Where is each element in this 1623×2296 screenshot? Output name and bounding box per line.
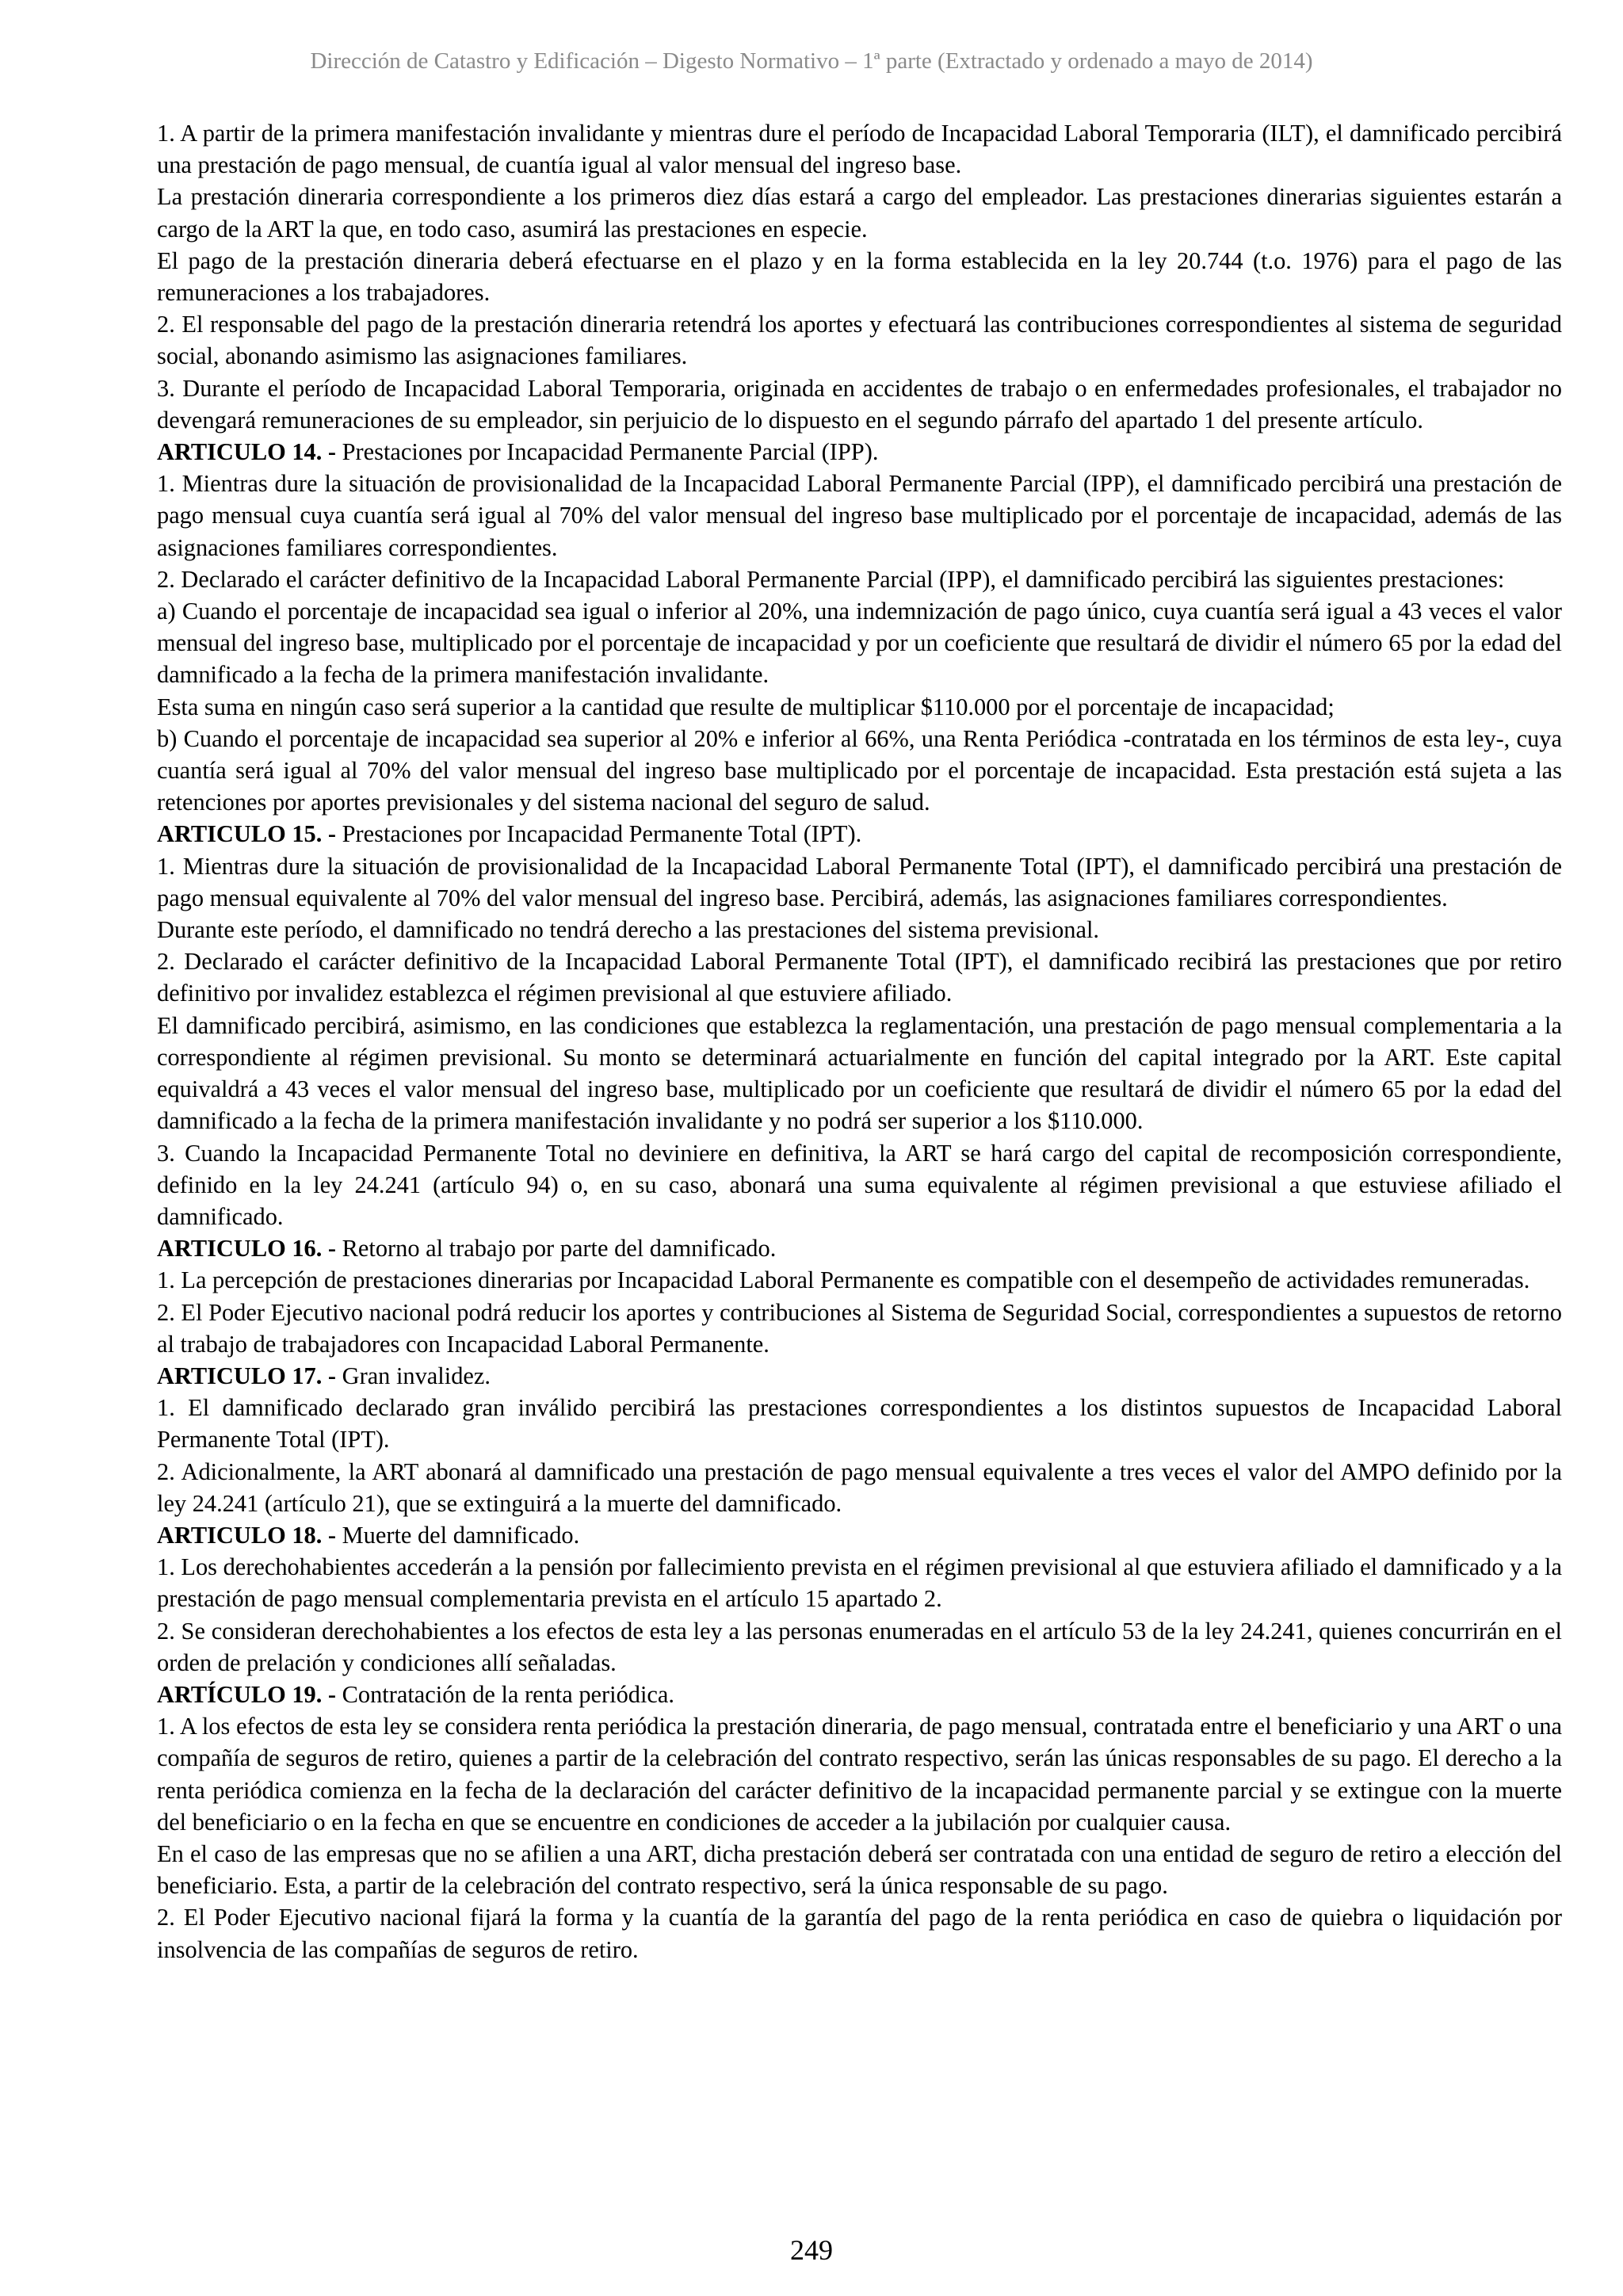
paragraph: 2. El responsable del pago de la prestación dineraria retendrá los aportes y efectuará las contribuciones correspondientes al sistema de seguridad social, abonando asimismo las asignaciones familiares. bbox=[157, 311, 1562, 370]
page-number: 249 bbox=[790, 2234, 833, 2266]
paragraph: 2. Adicionalmente, la ART abonará al damnificado una prestación de pago mensual equivalente a tres veces el valor del AMPO definido por la ley 24.241 (artículo 21), que se extinguirá a la muerte del damnificado. bbox=[157, 1457, 1562, 1517]
paragraph: 2. El Poder Ejecutivo nacional fijará la forma y la cuantía de la garantía del pago de la renta periódica en caso de quiebra o liquidación por insolvencia de las compañías de seguros de retiro. bbox=[157, 1904, 1562, 1963]
article-title: Prestaciones por Incapacidad Permanente Total (IPT). bbox=[336, 820, 862, 848]
paragraph: La prestación dineraria correspondiente a los primeros diez días estará a cargo del empleador. Las prestaciones dinerarias siguientes estarán a cargo de la ART la que, en todo caso, asumirá las prestaciones en especie. bbox=[157, 183, 1562, 243]
article-heading bbox=[157, 1360, 1562, 1392]
paragraph: 1. Los derechohabientes accederán a la pensión por fallecimiento prevista en el régimen previsional al que estuviera afiliado el damnificado y a la prestación de pago mensual complementaria prevista en el artículo 15 apartado 2. bbox=[157, 1553, 1562, 1613]
article-title: Retorno al trabajo por parte del damnificado. bbox=[336, 1235, 777, 1263]
paragraph: En el caso de las empresas que no se afilien a una ART, dicha prestación deberá ser contratada con una entidad de seguro de retiro a elección del beneficiario. Esta, a partir de la celebración del contrato respectivo, será la única responsable de su pago. bbox=[157, 1839, 1562, 1900]
paragraph: 3. Cuando la Incapacidad Permanente Total no deviniere en definitiva, la ART se hará cargo del capital de recomposición correspondiente, definido en la ley 24.241 (artículo 94) o, en su caso, abonará una suma equivalente al régimen previsional a que estuviese afiliado el damnificado. bbox=[157, 1139, 1562, 1230]
page-header: Dirección de Catastro y Edificación – Digesto Normativo – 1ª parte (Extractado y ordenado a mayo de 2014) bbox=[310, 48, 1313, 74]
article-number: ARTICULO 17. - bbox=[157, 1362, 337, 1389]
article-title: Prestaciones por Incapacidad Permanente Parcial (IPP). bbox=[336, 438, 879, 466]
paragraph: a) Cuando el porcentaje de incapacidad sea igual o inferior al 20%, una indemnización de pago único, cuya cuantía será igual a 43 veces el valor mensual del ingreso base, multiplicado por el porcentaje de incapacidad y por un coeficiente que resultará de dividir el número 65 por la edad del damnificado a la fecha de la primera manifestación invalidante. bbox=[157, 598, 1562, 689]
paragraph: Durante este período, el damnificado no tendrá derecho a las prestaciones del sistema previsional. bbox=[157, 916, 1100, 944]
paragraph: 1. La percepción de prestaciones dinerarias por Incapacidad Laboral Permanente es compatible con el desempeño de actividades remuneradas. bbox=[157, 1266, 1530, 1294]
paragraph: 1. A los efectos de esta ley se considera renta periódica la prestación dineraria, de pago mensual, contratada entre el beneficiario y una ART o una compañía de seguros de retiro, quienes a partir de la celebración del contrato respectivo, serán las únicas responsables de su pago. El derecho a la renta periódica comienza en la fecha de la declaración del carácter definitivo de la incapacidad permanente parcial y se extingue con la muerte del beneficiario o en la fecha en que se encuentre en condiciones de acceder a la jubilación por cualquier causa. bbox=[157, 1713, 1562, 1836]
article-title: Gran invalidez. bbox=[336, 1362, 491, 1389]
article-number: ARTICULO 16. - bbox=[157, 1235, 337, 1263]
paragraph: El damnificado percibirá, asimismo, en las condiciones que establezca la reglamentación, una prestación de pago mensual complementaria a la correspondiente al régimen previsional. Su monto se determinará actuarialmente en función del capital integrado por la ART. Este capital equivaldrá a 43 veces el valor mensual del ingreso base, multiplicado por un coeficiente que resultará de dividir el número 65 por la edad del damnificado a la fecha de la primera manifestación invalidante y no podrá ser superior a los $110.000. bbox=[157, 1011, 1562, 1135]
article-heading bbox=[157, 1232, 1562, 1264]
paragraph: 2. Declarado el carácter definitivo de la Incapacidad Laboral Permanente Total (IPT), el damnificado recibirá las prestaciones que por retiro definitivo por invalidez establezca el régimen previsional al que estuviere afiliado. bbox=[157, 948, 1562, 1007]
paragraph: 2. Se consideran derechohabientes a los efectos de esta ley a las personas enumeradas en el artículo 53 de la ley 24.241, quienes concurrirán en el orden de prelación y condiciones allí señaladas. bbox=[157, 1617, 1562, 1676]
paragraph: 2. El Poder Ejecutivo nacional podrá reducir los aportes y contribuciones al Sistema de Seguridad Social, correspondientes a supuestos de retorno al trabajo de trabajadores con Incapacidad Laboral Permanente. bbox=[157, 1298, 1562, 1358]
paragraph: 1. A partir de la primera manifestación invalidante y mientras dure el período de Incapacidad Laboral Temporaria (ILT), el damnificado percibirá una prestación de pago mensual, de cuantía igual al valor mensual del ingreso base. bbox=[157, 120, 1562, 179]
article-heading bbox=[157, 1519, 1562, 1551]
article-heading bbox=[157, 436, 1562, 468]
paragraph: b) Cuando el porcentaje de incapacidad sea superior al 20% e inferior al 66%, una Renta Periódica -contratada en los términos de esta ley-, cuya cuantía será igual al 70% del valor mensual del ingreso base multiplicado por el porcentaje de incapacidad. Esta prestación está sujeta a las retenciones por aportes previsionales y del sistema nacional del seguro de salud. bbox=[157, 724, 1562, 816]
article-heading bbox=[157, 818, 1562, 850]
paragraph: 1. Mientras dure la situación de provisionalidad de la Incapacidad Laboral Permanente Total (IPT), el damnificado percibirá una prestación de pago mensual equivalente al 70% del valor mensual del ingreso base. Percibirá, además, las asignaciones familiares correspondientes. bbox=[157, 852, 1562, 911]
article-title: Muerte del damnificado. bbox=[336, 1521, 580, 1549]
paragraph: 2. Declarado el carácter definitivo de la Incapacidad Laboral Permanente Parcial (IPP), el damnificado percibirá las siguientes prestaciones: bbox=[157, 565, 1505, 593]
paragraph: 1. El damnificado declarado gran inválido percibirá las prestaciones correspondientes a los distintos supuestos de Incapacidad Laboral Permanente Total (IPT). bbox=[157, 1394, 1562, 1454]
paragraph: 1. Mientras dure la situación de provisionalidad de la Incapacidad Laboral Permanente Parcial (IPP), el damnificado percibirá una prestación de pago mensual cuya cuantía será igual al 70% del valor mensual del ingreso base multiplicado por el porcentaje de incapacidad, además de las asignaciones familiares correspondientes. bbox=[157, 470, 1562, 561]
article-number: ARTICULO 14. - bbox=[157, 438, 337, 466]
article-heading bbox=[157, 1679, 1562, 1710]
article-title: Contratación de la renta periódica. bbox=[336, 1680, 674, 1708]
paragraph: El pago de la prestación dineraria deberá efectuarse en el plazo y en la forma establecida en la ley 20.744 (t.o. 1976) para el pago de las remuneraciones a los trabajadores. bbox=[157, 246, 1562, 307]
document-body bbox=[157, 117, 1562, 1966]
article-number: ARTICULO 18. - bbox=[157, 1521, 337, 1549]
article-number: ARTICULO 15. - bbox=[157, 820, 337, 848]
article-number: ARTÍCULO 19. - bbox=[157, 1680, 337, 1708]
paragraph: Esta suma en ningún caso será superior a la cantidad que resulte de multiplicar $110.000 por el porcentaje de incapacidad; bbox=[157, 693, 1335, 720]
paragraph: 3. Durante el período de Incapacidad Laboral Temporaria, originada en accidentes de trabajo o en enfermedades profesionales, el trabajador no devengará remuneraciones de su empleador, sin perjuicio de lo dispuesto en el segundo párrafo del apartado 1 del presente artículo. bbox=[157, 374, 1562, 434]
